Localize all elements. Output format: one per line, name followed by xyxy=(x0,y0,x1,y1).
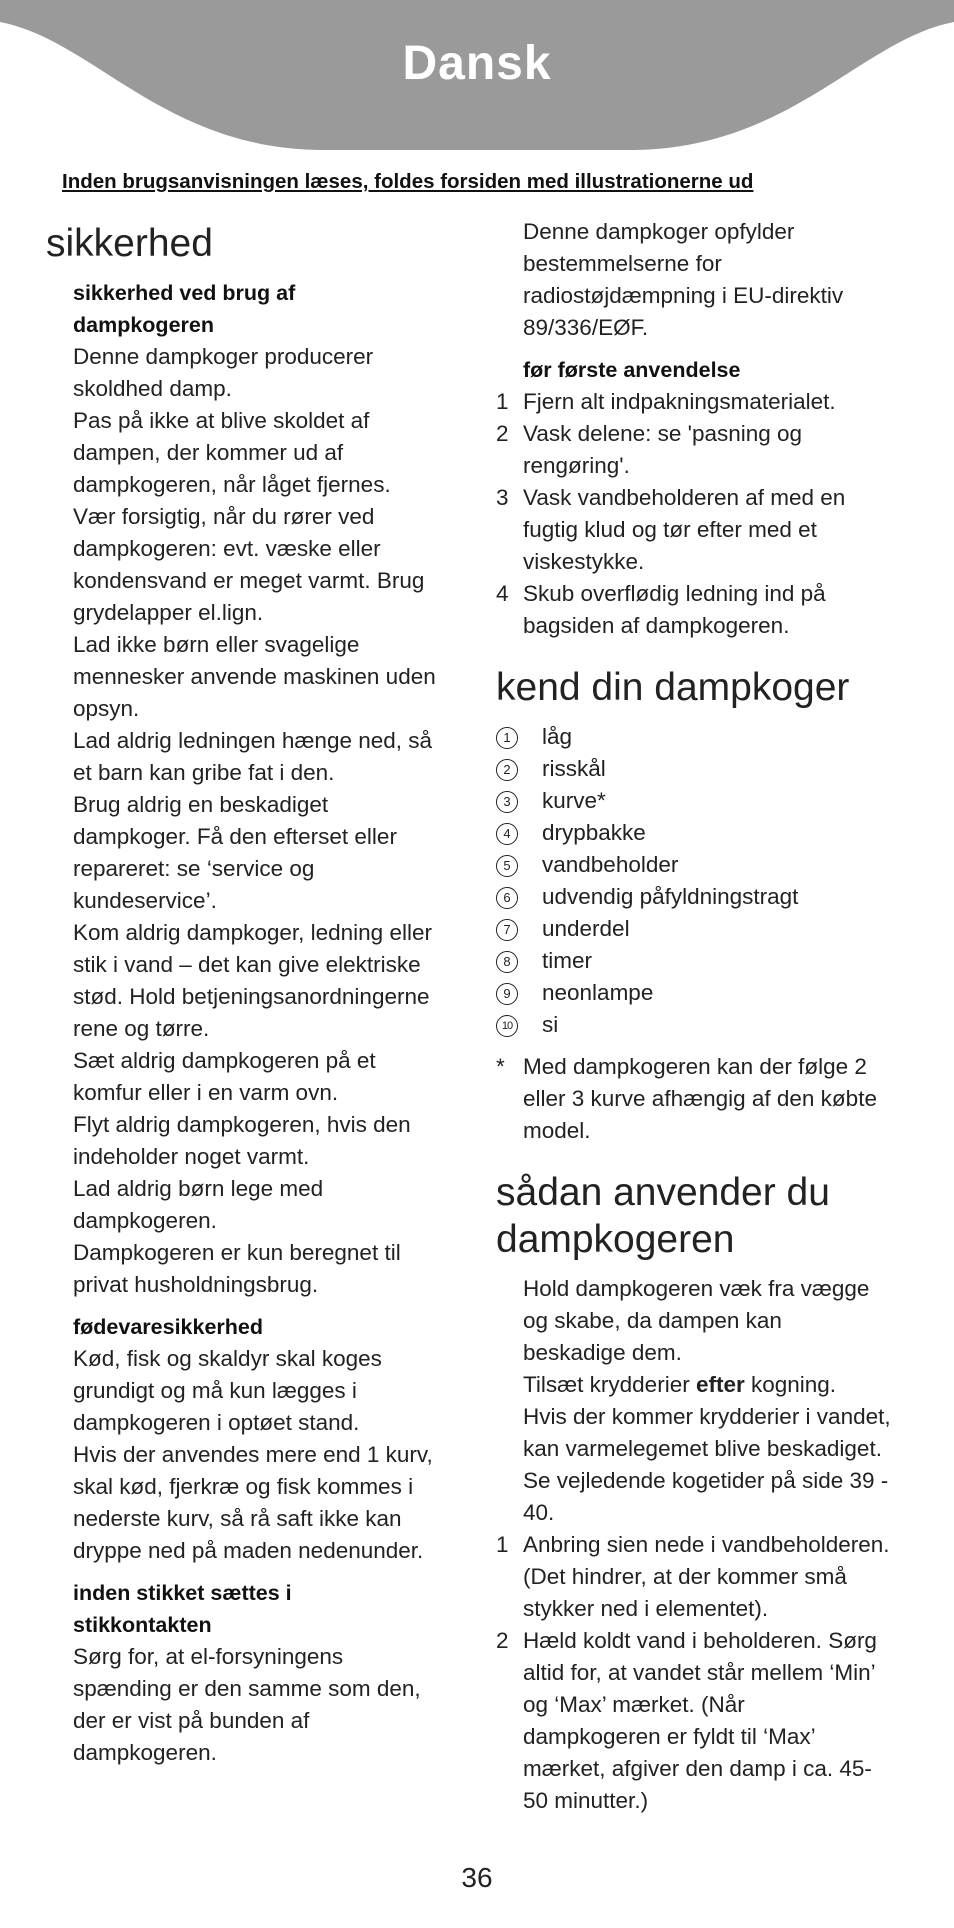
text-line: model. xyxy=(523,1118,591,1143)
text-line: Kød, fisk og skaldyr skal koges xyxy=(73,1346,382,1371)
step-text: Fjern alt indpakningsmaterialet. xyxy=(523,389,836,414)
right-column xyxy=(496,220,916,1817)
step-text: og ‘Max’ mærket. (Når xyxy=(523,1692,745,1717)
part-number-circle: 3 xyxy=(496,791,518,813)
text-line: Denne dampkoger opfylder xyxy=(523,219,795,244)
text-line: grundigt og må kun lægges i xyxy=(73,1378,357,1403)
text-line: opsyn. xyxy=(73,696,140,721)
part-item xyxy=(496,849,916,881)
left-column xyxy=(46,220,456,1769)
usage-steps xyxy=(496,1529,916,1817)
usage-intro xyxy=(496,1273,916,1529)
text-line: Pas på ikke at blive skoldet af xyxy=(73,408,370,433)
step-item xyxy=(496,418,916,482)
text-line: radiostøjdæmpning i EU-direktiv xyxy=(523,283,844,308)
text-line: dampkogeren. xyxy=(73,1208,217,1233)
text-line: dryppe ned på maden nedenunder. xyxy=(73,1538,424,1563)
text-line: kondensvand er meget varmt. Brug xyxy=(73,568,425,593)
part-number-circle: 9 xyxy=(496,983,518,1005)
part-item xyxy=(496,785,916,817)
text-line: Med dampkogeren kan der følge 2 xyxy=(523,1054,867,1079)
text-line: dampkogeren i optøet stand. xyxy=(73,1410,360,1435)
sub-heading-safety-use: sikkerhed ved brug af dampkogeren xyxy=(73,281,296,337)
first-use-steps xyxy=(496,386,916,642)
text-line: dampkogeren: evt. væske eller xyxy=(73,536,381,561)
before-plugging-text xyxy=(73,1641,456,1769)
text-line: kan varmelegemet blive beskadiget. xyxy=(523,1436,882,1461)
step-text: Anbring sien nede i vandbeholderen. xyxy=(523,1532,890,1557)
part-item xyxy=(496,817,916,849)
part-number-circle: 2 xyxy=(496,759,518,781)
section-heading-safety: sikkerhed xyxy=(46,222,213,265)
text-line: Sæt aldrig dampkogeren på et xyxy=(73,1048,376,1073)
part-label: si xyxy=(542,1012,559,1037)
text-line: repareret: se ‘service og xyxy=(73,856,315,881)
step-text: dampkogeren er fyldt til ‘Max’ xyxy=(523,1724,816,1749)
page-number: 36 xyxy=(461,1862,493,1893)
step-item xyxy=(496,578,916,642)
text-line: beskadige dem. xyxy=(523,1340,682,1365)
step-text: Vask delene: se 'pasning og xyxy=(523,421,803,446)
text-line: stød. Hold betjeningsanordningerne xyxy=(73,984,430,1009)
text-line: dampkoger. Få den efterset eller xyxy=(73,824,397,849)
part-label: låg xyxy=(542,724,573,749)
step-text: Skub overflødig ledning ind på xyxy=(523,581,826,606)
text-line: dampkogeren, når låget fjernes. xyxy=(73,472,391,497)
step-text: Vask vandbeholderen af med en xyxy=(523,485,846,510)
step-text: fugtig klud og tør efter med et xyxy=(523,517,817,542)
sub-heading-before-plugging: inden stikket sættes i stikkontakten xyxy=(73,1581,292,1637)
text-line: Lad ikke børn eller svagelige xyxy=(73,632,360,657)
text-line: Vær forsigtig, når du rører ved xyxy=(73,504,375,529)
text-line: Dampkogeren er kun beregnet til xyxy=(73,1240,401,1265)
text-line: nederste kurv, så rå saft ikke kan xyxy=(73,1506,402,1531)
text-line: Lad aldrig ledningen hænge ned, så xyxy=(73,728,433,753)
text-line: 40. xyxy=(523,1500,555,1525)
part-item xyxy=(496,945,916,977)
part-label: udvendig påfyldningstragt xyxy=(542,884,799,909)
part-label: underdel xyxy=(542,916,630,941)
step-item xyxy=(496,1529,916,1625)
baskets-note: * Med dampkogeren kan der følge 2 eller 3 kurve afhængig af den købte model. xyxy=(496,1051,916,1147)
step-text: stykker ned i elementet). xyxy=(523,1596,769,1621)
text-line: Sørg for, at el-forsyningens xyxy=(73,1644,344,1669)
text-line: Hold dampkogeren væk fra vægge xyxy=(523,1276,870,1301)
text-line: 89/336/EØF. xyxy=(523,315,649,340)
parts-list xyxy=(496,721,916,1041)
step-number: 1 xyxy=(496,1532,509,1557)
part-item xyxy=(496,881,916,913)
text-line: Kom aldrig dampkoger, ledning eller xyxy=(73,920,432,945)
part-label: vandbeholder xyxy=(542,852,679,877)
part-number-circle: 5 xyxy=(496,855,518,877)
text-line: mennesker anvende maskinen uden xyxy=(73,664,436,689)
step-number: 4 xyxy=(496,581,509,606)
text-line: Lad aldrig børn lege med xyxy=(73,1176,324,1201)
step-number: 3 xyxy=(496,485,509,510)
text-line: komfur eller i en varm ovn. xyxy=(73,1080,339,1105)
text-line: eller 3 kurve afhængig af den købte xyxy=(523,1086,877,1111)
text-line: kundeservice’. xyxy=(73,888,217,913)
section-heading-how-to-use: sådan anvender du dampkogeren xyxy=(496,1171,830,1261)
step-text: altid for, at vandet står mellem ‘Min’ xyxy=(523,1660,876,1685)
text-line: og skabe, da dampen kan xyxy=(523,1308,782,1333)
text-line: Hvis der anvendes mere end 1 kurv, xyxy=(73,1442,433,1467)
step-number: 1 xyxy=(496,389,509,414)
text-line: dampen, der kommer ud af xyxy=(73,440,344,465)
part-item xyxy=(496,753,916,785)
text-line: dampkogeren. xyxy=(73,1740,217,1765)
text-line: grydelapper el.lign. xyxy=(73,600,264,625)
part-item xyxy=(496,977,916,1009)
top-note: Inden brugsanvisningen læses, foldes forsiden med illustrationerne ud xyxy=(62,170,754,193)
step-number: 2 xyxy=(496,1628,509,1653)
spice-line: Tilsæt krydderier efter kogning. xyxy=(523,1372,837,1397)
text-line: Se vejledende kogetider på side 39 - xyxy=(523,1468,889,1493)
text-line: indeholder noget varmt. xyxy=(73,1144,310,1169)
text-line: rene og tørre. xyxy=(73,1016,210,1041)
step-text: Hæld koldt vand i beholderen. Sørg xyxy=(523,1628,877,1653)
header-banner xyxy=(0,0,954,155)
text-line: spænding er den samme som den, xyxy=(73,1676,421,1701)
step-item xyxy=(496,482,916,578)
part-number-circle: 7 xyxy=(496,919,518,941)
section-heading-know-steamer: kend din dampkoger xyxy=(496,666,850,709)
text-line: bestemmelserne for xyxy=(523,251,722,276)
safety-text xyxy=(73,341,456,1301)
part-label: drypbakke xyxy=(542,820,646,845)
step-item xyxy=(496,386,916,418)
text-line: skoldhed damp. xyxy=(73,376,232,401)
part-number-circle: 8 xyxy=(496,951,518,973)
text-line: skal kød, fjerkræ og fisk kommes i xyxy=(73,1474,414,1499)
directive-text xyxy=(496,216,916,344)
part-label: kurve* xyxy=(542,788,606,813)
sub-heading-food-safety: fødevaresikkerhed xyxy=(73,1315,264,1339)
text-line: Flyt aldrig dampkogeren, hvis den xyxy=(73,1112,411,1137)
part-number-circle: 4 xyxy=(496,823,518,845)
text-line: et barn kan gribe fat i den. xyxy=(73,760,335,785)
text-line: Brug aldrig en beskadiget xyxy=(73,792,329,817)
step-text: rengøring'. xyxy=(523,453,630,478)
step-text: bagsiden af dampkogeren. xyxy=(523,613,790,638)
part-number-circle: 10 xyxy=(496,1015,518,1037)
part-label: neonlampe xyxy=(542,980,654,1005)
step-number: 2 xyxy=(496,421,509,446)
page-title: Dansk xyxy=(402,37,552,90)
step-text: viskestykke. xyxy=(523,549,645,574)
text-line: der er vist på bunden af xyxy=(73,1708,310,1733)
part-number-circle: 6 xyxy=(496,887,518,909)
part-item xyxy=(496,721,916,753)
part-label: timer xyxy=(542,948,592,973)
part-item xyxy=(496,913,916,945)
step-text: 50 minutter.) xyxy=(523,1788,649,1813)
step-item xyxy=(496,1625,916,1817)
part-item xyxy=(496,1009,916,1041)
text-line: privat husholdningsbrug. xyxy=(73,1272,319,1297)
food-safety-text xyxy=(73,1343,456,1567)
sub-heading-first-use: før første anvendelse xyxy=(523,358,741,382)
part-number-circle: 1 xyxy=(496,727,518,749)
part-label: risskål xyxy=(542,756,606,781)
text-line: stik i vand – det kan give elektriske xyxy=(73,952,421,977)
text-line: Denne dampkoger producerer xyxy=(73,344,374,369)
step-text: (Det hindrer, at der kommer små xyxy=(523,1564,847,1589)
step-text: mærket, afgiver den damp i ca. 45- xyxy=(523,1756,872,1781)
text-line: Hvis der kommer krydderier i vandet, xyxy=(523,1404,891,1429)
